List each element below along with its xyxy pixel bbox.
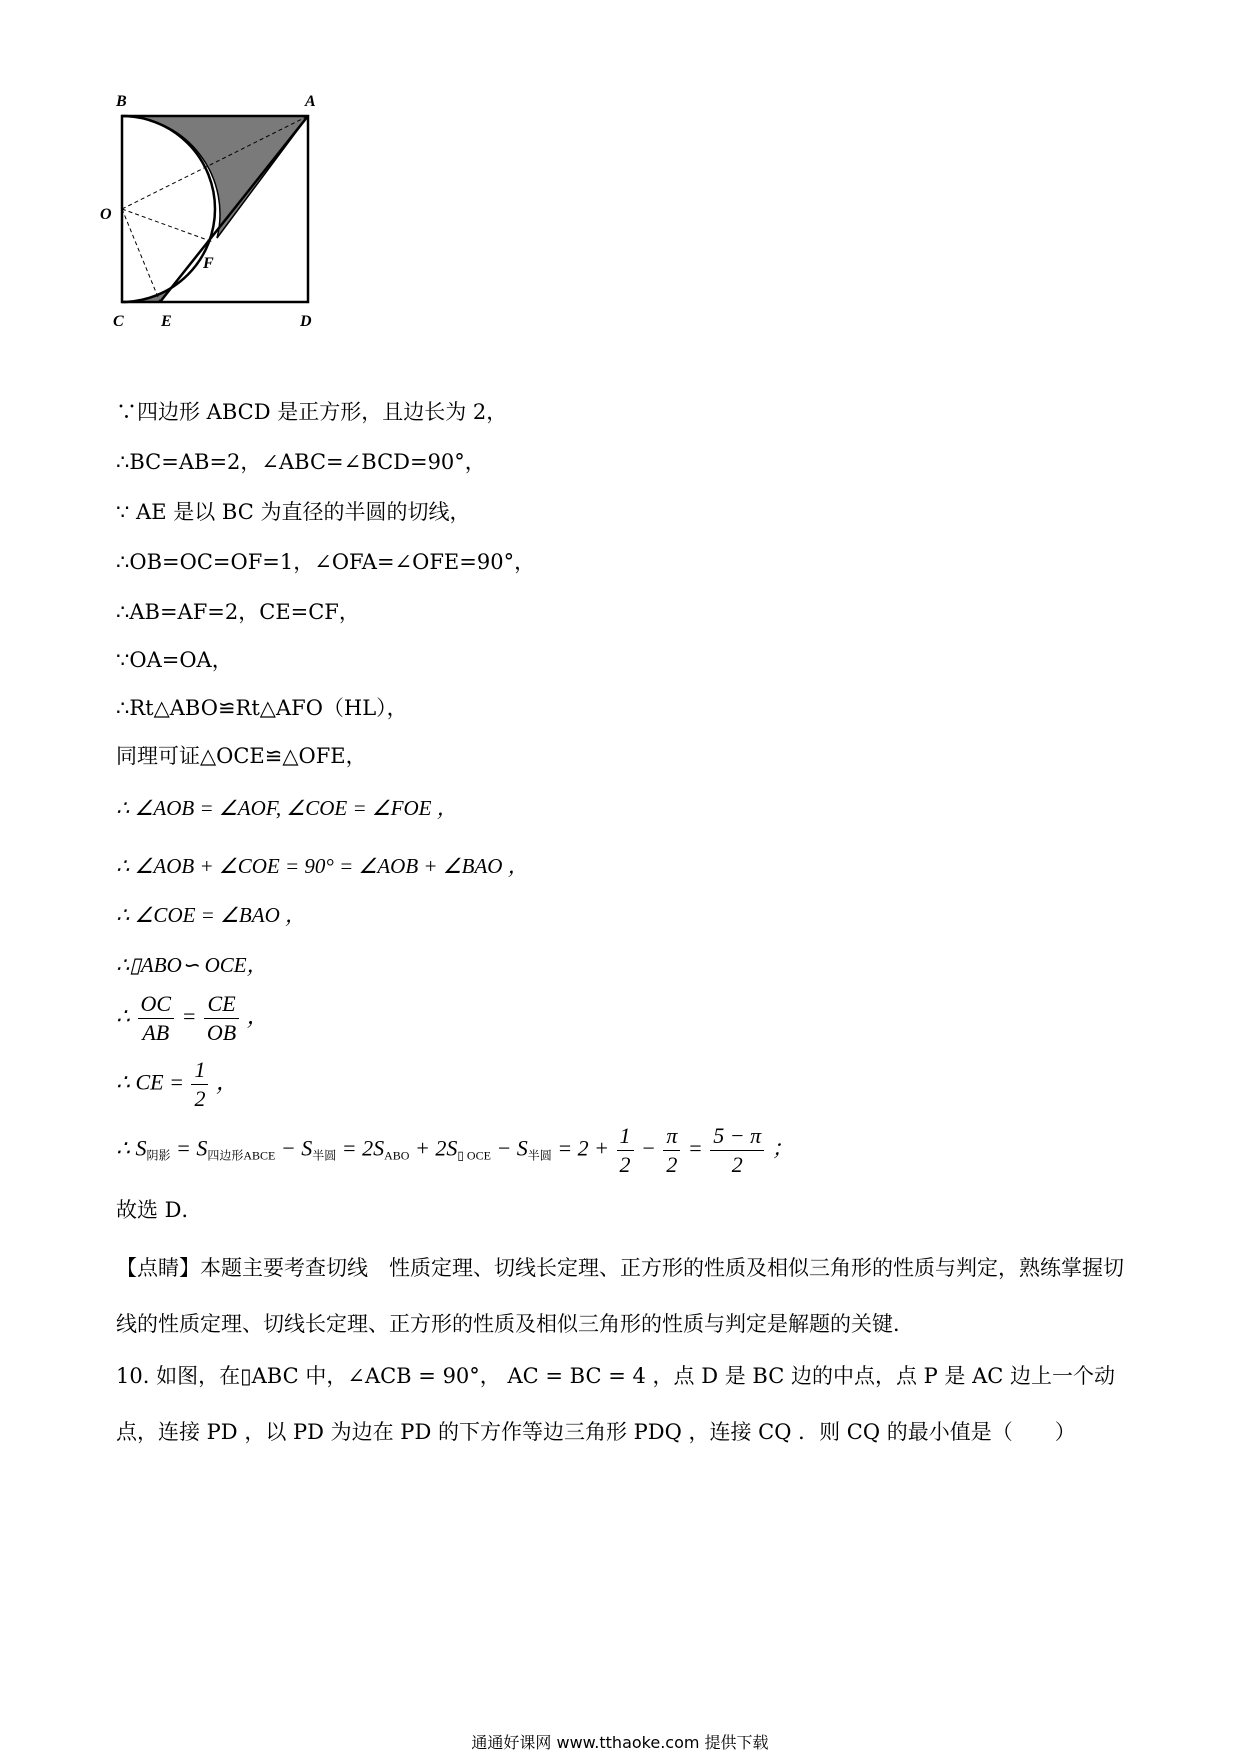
l15-text: = 2 +: [557, 1135, 610, 1161]
fraction-numerator: 1: [191, 1058, 208, 1085]
label-a: A: [305, 93, 316, 110]
l15-text: −: [641, 1135, 656, 1161]
fraction-numerator: CE: [204, 992, 239, 1019]
l15-text: = 2S: [341, 1135, 385, 1161]
dashed-oe: [122, 209, 160, 302]
solution-line-2: ∴BC=AB=2，∠ABC=∠BCD=90°，: [116, 450, 486, 474]
solution-line-13: [116, 992, 269, 1045]
l14-end: ，: [215, 1069, 238, 1095]
fraction-numerator: 1: [617, 1124, 634, 1151]
fraction-numerator: π: [663, 1124, 680, 1151]
l15-end: ；: [771, 1135, 794, 1161]
fraction-one-half: [617, 1124, 634, 1177]
dashed-of: [122, 209, 213, 242]
label-o: O: [100, 206, 112, 223]
label-e: E: [161, 313, 172, 330]
solution-line-3: ∵ AE 是以 BC 为直径的半圆的切线，: [116, 500, 471, 524]
l15-text: − S: [496, 1135, 528, 1161]
l15-text: =: [687, 1135, 703, 1161]
fraction-denominator: OB: [206, 1020, 237, 1046]
solution-line-7: ∴Rt△ABO≌Rt△AFO（HL），: [116, 696, 408, 720]
solution-line-14: [116, 1058, 238, 1111]
solution-line-16: 故选 D．: [116, 1198, 203, 1222]
fraction-ce-ob: [204, 992, 239, 1045]
subscript: 四边形ABCE: [207, 1148, 276, 1163]
question-10: 10. 如图，在▯ABC 中，∠ACB = 90°， AC = BC = 4 ，点 D 是 BC 边的中点，点 P 是 AC 边上一个动点，连接 PD ，以 PD 为边在 PD 的下方作等边三角形 PDQ ，连接 CQ ．则 CQ 的最小值是（ ）: [116, 1364, 1116, 1444]
l14-prefix: ∴ CE =: [116, 1069, 184, 1095]
comment-paragraph: 【点睛】本题主要考查切线 性质定理、切线长定理、正方形的性质及相似三角形的性质与判定，熟练掌握切线的性质定理、切线长定理、正方形的性质及相似三角形的性质与判定是解题的关键．: [116, 1256, 1124, 1336]
subscript: ABO: [384, 1148, 410, 1163]
solution-line-9: ∴ ∠AOB = ∠AOF, ∠COE = ∠FOE ，: [116, 796, 458, 820]
geometry-figure: [100, 88, 370, 378]
l15-text: + 2S: [414, 1135, 458, 1161]
subscript: 阴影: [146, 1148, 171, 1163]
subscript: ▯ OCE: [457, 1148, 491, 1163]
l15-prefix: ∴ S: [116, 1135, 147, 1161]
fraction-denominator: 2: [731, 1152, 743, 1178]
solution-line-6: ∵OA=OA，: [116, 648, 233, 672]
subscript: 半圆: [312, 1148, 337, 1163]
fraction-pi-half: [663, 1124, 680, 1177]
l13-prefix: ∴: [116, 1003, 130, 1029]
solution-line-15: [116, 1124, 794, 1177]
fraction-denominator: AB: [142, 1020, 170, 1046]
fraction-one-half: [191, 1058, 208, 1111]
label-c: C: [113, 313, 124, 330]
fraction-denominator: 2: [666, 1152, 678, 1178]
label-d: D: [300, 313, 312, 330]
solution-line-4: ∴OB=OC=OF=1，∠OFA=∠OFE=90°，: [116, 550, 536, 574]
solution-line-8: 同理可证△OCE≌△OFE，: [116, 744, 367, 768]
fraction-denominator: 2: [619, 1152, 631, 1178]
l13-end: ，: [246, 1003, 269, 1029]
fraction-result: [710, 1124, 764, 1177]
solution-line-5: ∴AB=AF=2，CE=CF，: [116, 600, 360, 624]
footer-text: 通通好课网 www.tthaoke.com 提供下载: [471, 1733, 769, 1752]
solution-line-10: ∴ ∠AOB + ∠COE = 90° = ∠AOB + ∠BAO ，: [116, 854, 529, 878]
solution-line-12: ∴▯ABO∽ OCE，: [116, 953, 268, 977]
subscript: 半圆: [527, 1148, 552, 1163]
fraction-oc-ab: [138, 992, 175, 1045]
fraction-numerator: 5 − π: [710, 1124, 764, 1151]
equals-sign: =: [181, 1003, 197, 1029]
label-f: F: [203, 255, 214, 272]
solution-line-11: ∴ ∠COE = ∠BAO ，: [116, 903, 307, 927]
l15-text: − S: [280, 1135, 313, 1161]
label-b: B: [116, 93, 127, 110]
solution-line-1: ∵四边形 ABCD 是正方形，且边长为 2，: [116, 400, 508, 424]
l15-text: = S: [176, 1135, 208, 1161]
fraction-numerator: OC: [138, 992, 175, 1019]
fraction-denominator: 2: [194, 1086, 206, 1112]
